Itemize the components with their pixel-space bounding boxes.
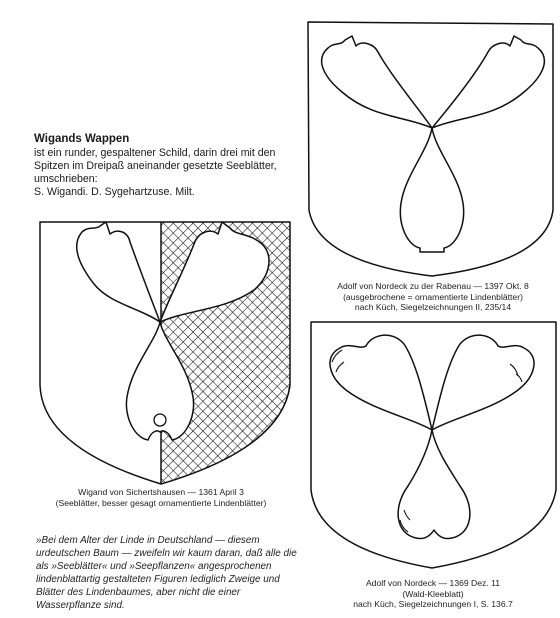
seal-legend: S. Wigandi. D. Sygehartzuse. Milt. (34, 186, 195, 198)
caption-top-right (312, 281, 554, 313)
coat-of-arms-description (34, 133, 304, 199)
caption-line: Adolf von Nordeck — 1369 Dez. 11 (365, 578, 501, 588)
caption-line: (Seeblätter, besser gesagt ornamentierte Lindenblätter) (55, 497, 267, 508)
linden-quote: »Bei dem Alter der Linde in Deutschland — diesem urdeutschen Baum — zweifeln wir kaum daran, daß alle die als »Seeblätter« und »Seepflanzen« angesprochenen lindenblattartig gestalteten Figuren lediglich Zweige und Blätter des Lindenbaumes, aber nicht die einer Wasserpflanze sind. (36, 535, 297, 611)
caption-line: nach Küch, Siegelzeichnungen I, S. 136.7 (353, 599, 513, 609)
caption-line: Adolf von Nordeck zu der Rabenau — 1397 Okt. 8 (337, 281, 529, 291)
description-text: ist ein runder, gespaltener Schild, darin drei mit den Spitzen im Dreipaß aneinander gesetzte Seeblätter, umschrieben: (34, 147, 277, 185)
caption-line: Wigand von Sichertshausen — 1361 April 3 (78, 487, 244, 497)
caption-line: (Wald-Kleeblatt) (402, 588, 464, 599)
caption-line: nach Küch, Siegelzeichnungen II, 235/14 (354, 302, 512, 312)
section-title: Wigands Wappen (34, 133, 130, 145)
caption-line: (ausgebrochene = ornamentierte Lindenblätter) (343, 291, 523, 302)
caption-bottom-right (312, 578, 554, 610)
caption-left (30, 487, 292, 508)
